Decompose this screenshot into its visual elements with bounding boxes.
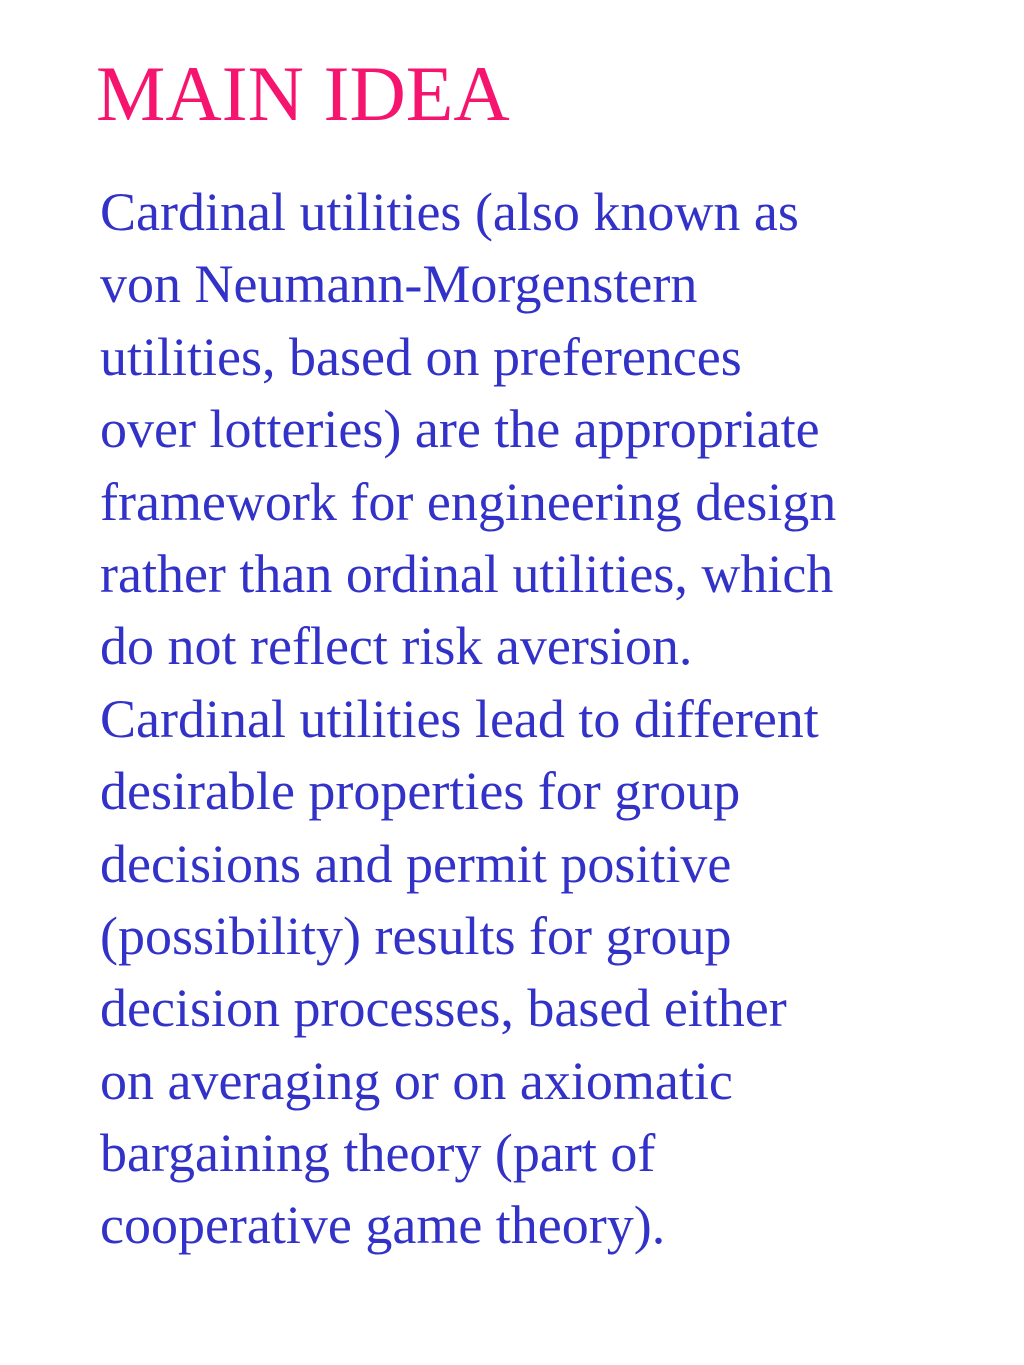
paragraph-line: on averaging or on axiomatic (100, 1050, 733, 1111)
slide-title: MAIN IDEA (96, 50, 510, 137)
paragraph-line: over lotteries) are the appropriate (100, 399, 820, 460)
paragraph-line: framework for engineering design (100, 471, 837, 532)
paragraph-line: rather than ordinal utilities, which (100, 543, 834, 604)
paragraph-line: cooperative game theory). (100, 1195, 666, 1256)
paragraph-line: Cardinal utilities lead to different (100, 688, 819, 749)
paragraph-line: decisions and permit positive (100, 833, 732, 894)
main-idea-paragraph (100, 176, 1000, 1262)
paragraph-line: utilities, based on preferences (100, 326, 742, 387)
paragraph-line: Cardinal utilities (also known as (100, 182, 799, 242)
paragraph-line: bargaining theory (part of (100, 1123, 656, 1184)
paragraph-line: desirable properties for group (100, 761, 741, 822)
paragraph-line: decision processes, based either (100, 978, 787, 1039)
paragraph-line: (possibility) results for group (100, 905, 732, 966)
paragraph-line: do not reflect risk aversion. (100, 616, 693, 677)
paragraph-line: von Neumann-Morgenstern (100, 254, 698, 315)
